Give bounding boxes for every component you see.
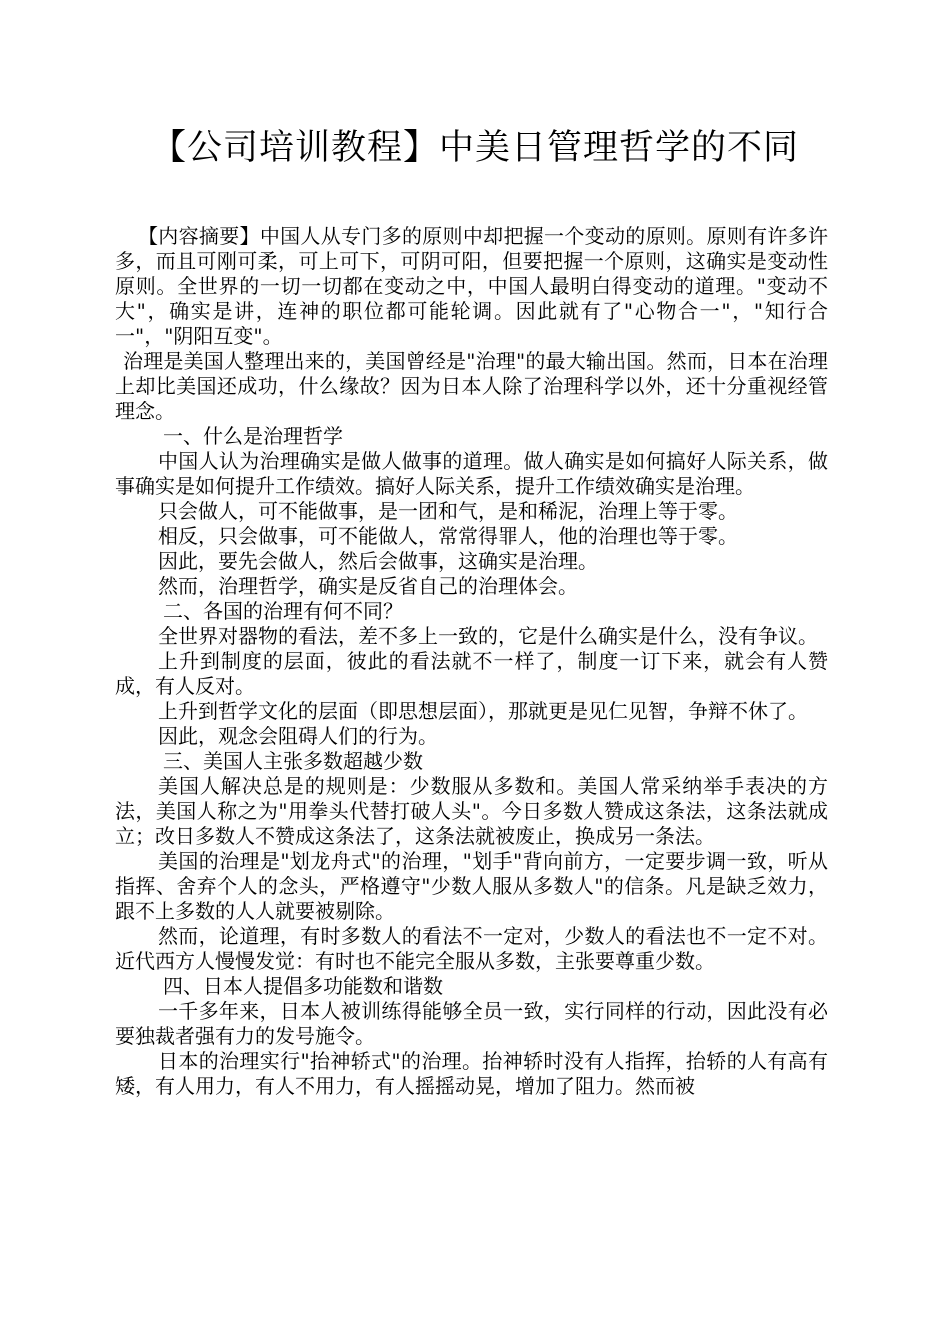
paragraph: 只会做人，可不能做事，是一团和气，是和稀泥，治理上等于零。 bbox=[158, 499, 738, 523]
section-heading-3: 三、美国人主张多数超越少数 bbox=[163, 749, 423, 773]
paragraph: 因此，要先会做人，然后会做事，这确实是治理。 bbox=[158, 549, 598, 573]
paragraph: 然而，治理哲学，确实是反省自己的治理体会。 bbox=[158, 574, 578, 598]
section-heading-2: 二、各国的治理有何不同？ bbox=[163, 599, 403, 623]
paragraph: 中国人认为治理确实是做人做事的道理。做人确实是如何搞好人际关系，做事确实是如何提升工作绩效。搞好人际关系，提升工作绩效确实是治理。 bbox=[115, 449, 828, 498]
intro-paragraph: 治理是美国人整理出来的，美国曾经是"治理"的最大输出国。然而，日本在治理上却比美国还成功，什么缘故？因为日本人除了治理科学以外，还十分重视经管理念。 bbox=[115, 349, 828, 423]
paragraph: 上升到哲学文化的层面（即思想层面），那就更是见仁见智，争辩不休了。 bbox=[158, 699, 808, 723]
paragraph: 美国人解决总是的规则是：少数服从多数和。美国人常采纳举手表决的方法，美国人称之为"用拳头代替打破人头"。今日多数人赞成这条法，这条法就成立；改日多数人不赞成这条法了，这条法就被废止，换成另一条法。 bbox=[115, 774, 828, 848]
paragraph: 然而，论道理，有时多数人的看法不一定对，少数人的看法也不一定不对。近代西方人慢慢发觉：有时也不能完全服从多数，主张要尊重少数。 bbox=[115, 924, 828, 973]
paragraph: 上升到制度的层面，彼此的看法就不一样了，制度一订下来，就会有人赞成，有人反对。 bbox=[115, 649, 828, 698]
document-body bbox=[115, 224, 828, 1099]
document-title: 【公司培训教程】中美日管理哲学的不同 bbox=[150, 128, 799, 168]
section-heading-1: 一、什么是治理哲学 bbox=[163, 424, 343, 448]
paragraph: 美国的治理是"划龙舟式"的治理，"划手"背向前方，一定要步调一致，听从指挥、舍弃个人的念头，严格遵守"少数人服从多数人"的信条。凡是缺乏效力，跟不上多数的人人就要被剔除。 bbox=[115, 849, 828, 923]
paragraph: 因此，观念会阻碍人们的行为。 bbox=[158, 724, 438, 748]
paragraph: 相反，只会做事，可不能做人，常常得罪人，他的治理也等于零。 bbox=[158, 524, 738, 548]
paragraph: 日本的治理实行"抬神轿式"的治理。抬神轿时没有人指挥，抬轿的人有高有矮，有人用力，有人不用力，有人摇摇动晃，增加了阻力。然而被 bbox=[115, 1049, 828, 1098]
summary-paragraph: 【内容摘要】中国人从专门多的原则中却把握一个变动的原则。原则有许多许多，而且可刚可柔，可上可下，可阴可阳，但要把握一个原则，这确实是变动性原则。全世界的一切一切都在变动之中，中国人最明白得变动的道理。"变动不大"，确实是讲，连神的职位都可能轮调。因此就有了"心物合一"，"知行合一"，"阴阳互变"。 bbox=[115, 224, 828, 348]
section-heading-4: 四、日本人提倡多功能数和谐数 bbox=[163, 974, 443, 998]
paragraph: 全世界对器物的看法，差不多上一致的，它是什么确实是什么，没有争议。 bbox=[158, 624, 818, 648]
paragraph: 一千多年来，日本人被训练得能够全员一致，实行同样的行动，因此没有必要独裁者强有力的发号施令。 bbox=[115, 999, 828, 1048]
